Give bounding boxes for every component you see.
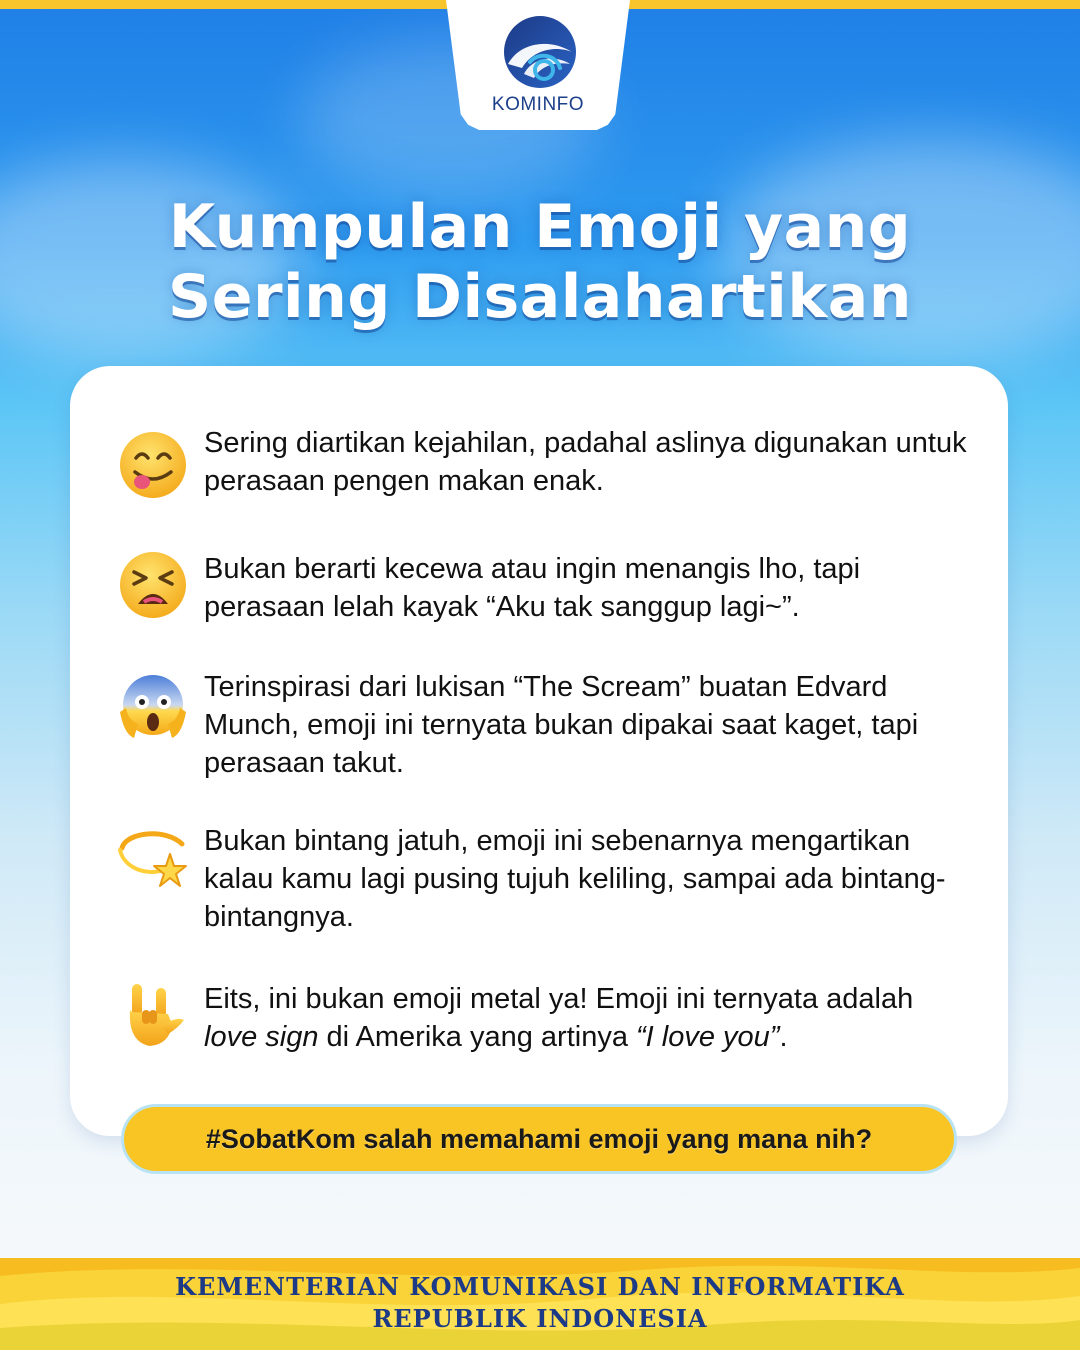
love-you-gesture-emoji-icon	[116, 978, 190, 1052]
item-text: Terinspirasi dari lukisan “The Scream” buatan Edvard Munch, emoji ini ternyata bukan dipakai saat kaget, tapi perasaan takut.	[204, 671, 919, 779]
list-item	[116, 546, 976, 626]
item-text-italic: “I love you”	[636, 1021, 780, 1053]
footer	[0, 1258, 1080, 1350]
footer-line-2: REPUBLIK INDONESIA	[372, 1304, 708, 1333]
list-item	[116, 428, 976, 508]
list-item	[116, 822, 976, 942]
tired-face-emoji-icon	[116, 548, 190, 622]
logo-text: KOMINFO	[491, 94, 585, 115]
title-line-1: Kumpulan Emoji yang	[168, 192, 912, 262]
item-text: Sering diartikan kejahilan, padahal aslinya digunakan untuk perasaan pengen makan enak.	[204, 427, 967, 497]
item-text: Bukan berarti kecewa atau ingin menangis lho, tapi perasaan lelah kayak “Aku tak sanggup lagi~”.	[204, 553, 861, 623]
footer-line-1: KEMENTERIAN KOMUNIKASI DAN INFORMATIKA	[175, 1272, 905, 1301]
kominfo-logo-icon	[500, 12, 580, 92]
item-text	[204, 980, 972, 1056]
item-text-part: di Amerika yang artinya	[318, 1021, 637, 1053]
face-screaming-in-fear-emoji-icon	[116, 670, 190, 744]
title-line-2: Sering Disalahartikan	[168, 262, 912, 332]
face-savoring-food-emoji-icon	[116, 428, 190, 502]
list-item	[116, 978, 976, 1058]
page-title	[60, 192, 1020, 332]
item-text: Bukan bintang jatuh, emoji ini sebenarnya mengartikan kalau kamu lagi pusing tujuh keliling, sampai ada bintang-bintangnya.	[204, 825, 946, 933]
list-item	[116, 668, 976, 788]
item-text-italic: love sign	[204, 1021, 319, 1053]
item-text-part: .	[779, 1021, 788, 1053]
item-text-part: Eits, ini bukan emoji metal ya! Emoji ini ternyata adalah	[204, 983, 914, 1015]
dizzy-emoji-icon	[116, 822, 190, 896]
cta-banner: #SobatKom salah memahami emoji yang mana nih?	[121, 1104, 957, 1174]
